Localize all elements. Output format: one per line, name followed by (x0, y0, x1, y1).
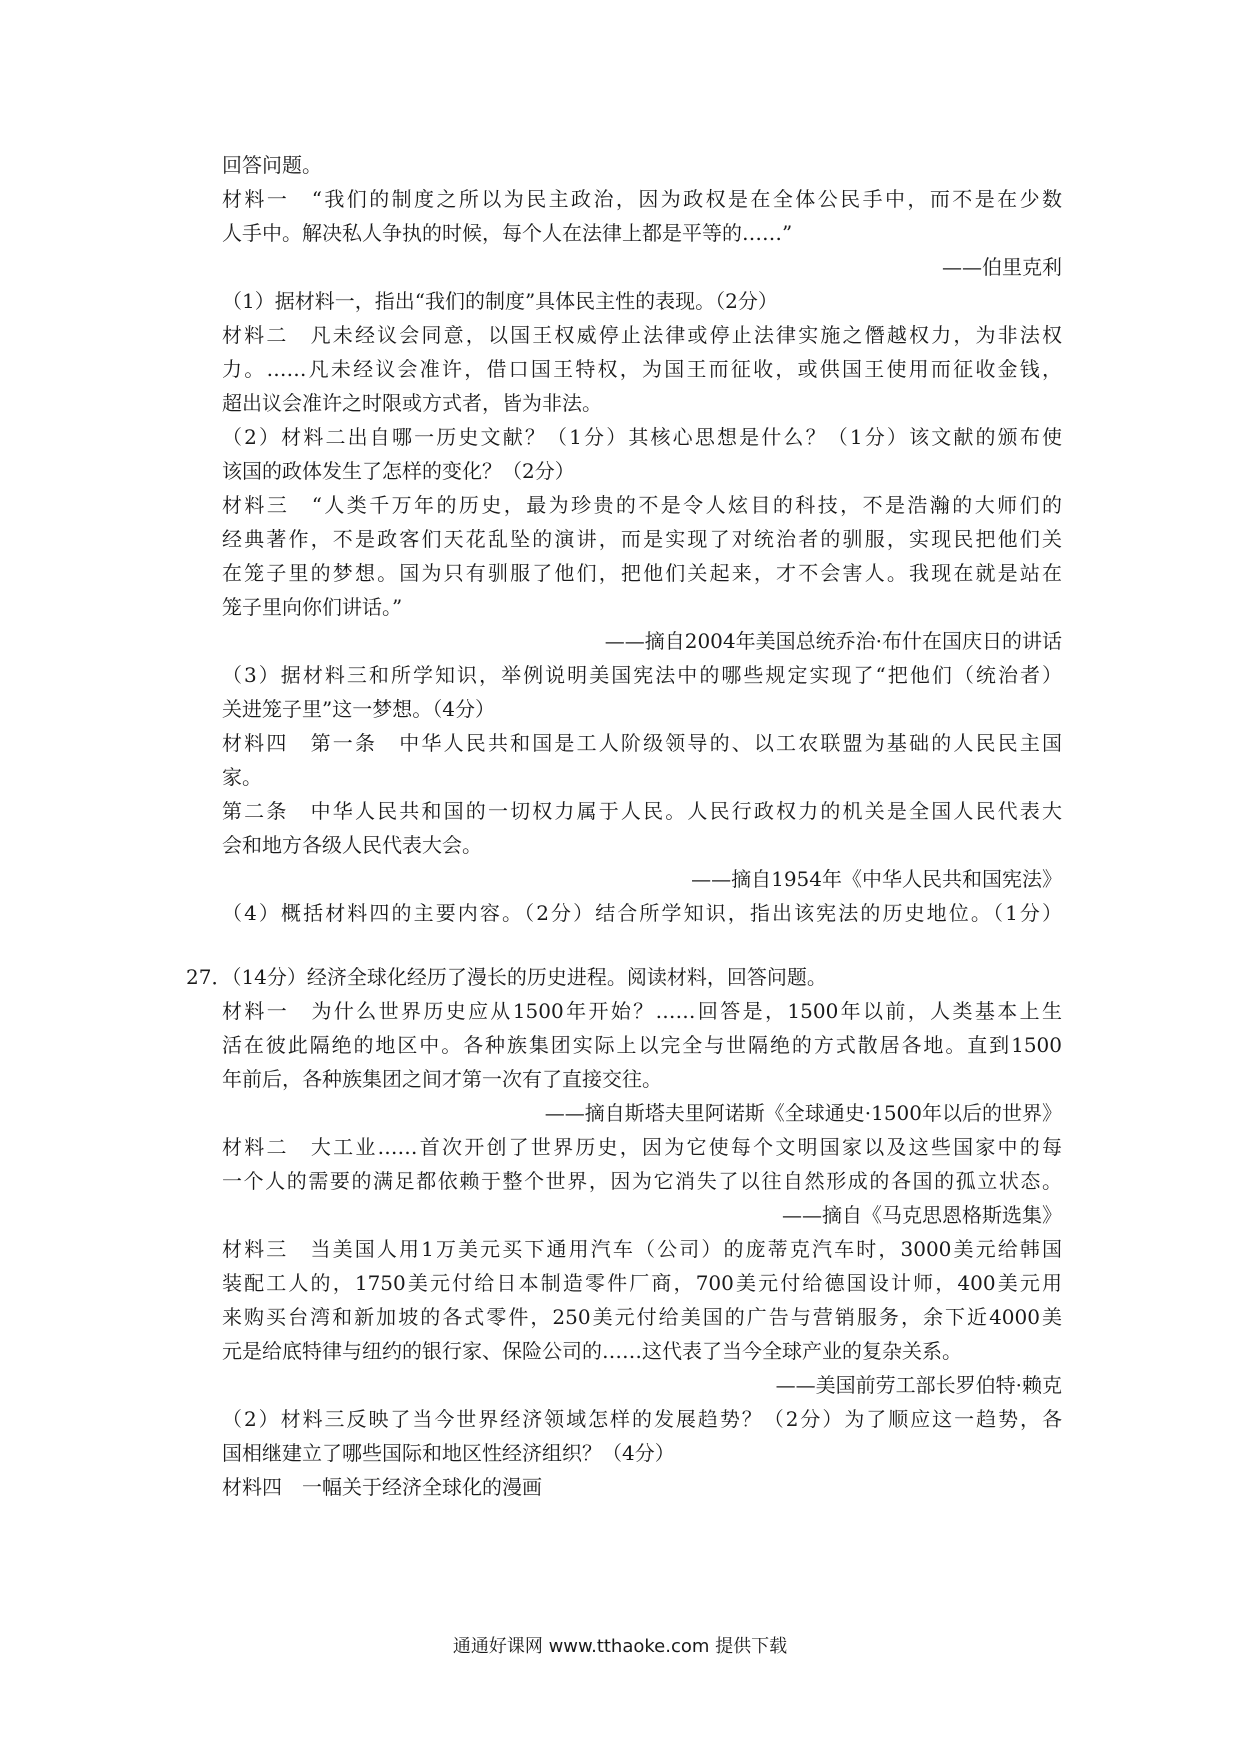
q27-material-1-line: 材料一 为什么世界历史应从1500年开始？……回答是，1500年以前，人类基本上生 (222, 999, 1062, 1023)
question-1: （1）据材料一，指出“我们的制度”具体民主性的表现。（2分） (222, 289, 778, 313)
page-footer: 通通好课网 www.tthaoke.com 提供下载 (452, 1636, 788, 1657)
material-4-source: ——摘自1954年《中华人民共和国宪法》 (691, 867, 1062, 891)
material-4-line: 家。 (222, 765, 262, 789)
material-1-line: 材料一 “我们的制度之所以为民主政治，因为政权是在全体公民手中，而不是在少数 (222, 187, 1062, 211)
material-4-line: 会和地方各级人民代表大会。 (222, 833, 482, 857)
question-2-line: （2）材料二出自哪一历史文献？（1分）其核心思想是什么？（1分）该文献的颁布使 (222, 425, 1062, 449)
material-2-line: 材料二 凡未经议会同意，以国王权威停止法律或停止法律实施之僭越权力，为非法权 (222, 323, 1062, 347)
material-2-line: 超出议会准许之时限或方式者，皆为非法。 (222, 391, 602, 415)
q27-material-3-line: 装配工人的，1750美元付给日本制造零件厂商，700美元付给德国设计师，400美元用 (222, 1271, 1062, 1295)
q27-material-2-line: 材料二 大工业……首次开创了世界历史，因为它使每个文明国家以及这些国家中的每 (222, 1135, 1062, 1159)
material-3-source: ——摘自2004年美国总统乔治·布什在国庆日的讲话 (604, 629, 1062, 653)
q27-material-3-line: 元是给底特律与纽约的银行家、保险公司的……这代表了当今全球产业的复杂关系。 (222, 1339, 962, 1363)
question-27-heading: 27．（14分）经济全球化经历了漫长的历史进程。阅读材料，回答问题。 (186, 965, 827, 989)
q27-material-1-line: 活在彼此隔绝的地区中。各种族集团实际上以完全与世隔绝的方式散居各地。直到1500 (222, 1033, 1062, 1057)
material-3-line: 笼子里向你们讲话。” (222, 595, 403, 619)
material-3-line: 材料三 “人类千万年的历史，最为珍贵的不是令人炫目的科技，不是浩瀚的大师们的 (222, 493, 1062, 517)
q27-material-2-line: 一个人的需要的满足都依赖于整个世界，因为它消失了以往自然形成的各国的孤立状态。 (222, 1169, 1062, 1193)
question-3-line: 关进笼子里”这一梦想。（4分） (222, 697, 495, 721)
section-gap (222, 930, 1062, 960)
material-1-source: ——伯里克利 (942, 255, 1062, 279)
question-3-line: （3）据材料三和所学知识，举例说明美国宪法中的哪些规定实现了“把他们（统治者） (222, 663, 1062, 687)
q27-question-2-line: 国相继建立了哪些国际和地区性经济组织？（4分） (222, 1441, 675, 1465)
material-4-line: 第二条 中华人民共和国的一切权力属于人民。人民行政权力的机关是全国人民代表大 (222, 799, 1062, 823)
question-2-line: 该国的政体发生了怎样的变化？（2分） (222, 459, 575, 483)
q27-material-2-source: ——摘自《马克思恩格斯选集》 (782, 1203, 1062, 1227)
intro-text: 回答问题。 (222, 153, 322, 177)
q27-material-3-source: ——美国前劳工部长罗伯特·赖克 (775, 1373, 1062, 1397)
q27-material-1-line: 年前后，各种族集团之间才第一次有了直接交往。 (222, 1067, 662, 1091)
material-3-line: 经典著作，不是政客们天花乱坠的演讲，而是实现了对统治者的驯服，实现民把他们关 (222, 527, 1062, 551)
document-body (186, 148, 1062, 1504)
material-1-line: 人手中。解决私人争执的时候，每个人在法律上都是平等的……” (222, 221, 793, 245)
q27-material-1-source: ——摘自斯塔夫里阿诺斯《全球通史·1500年以后的世界》 (544, 1101, 1062, 1125)
question-4: （4）概括材料四的主要内容。（2分）结合所学知识，指出该宪法的历史地位。（1分） (222, 901, 1062, 925)
q27-material-4: 材料四 一幅关于经济全球化的漫画 (222, 1475, 542, 1499)
material-4-line: 材料四 第一条 中华人民共和国是工人阶级领导的、以工农联盟为基础的人民民主国 (222, 731, 1062, 755)
q27-material-3-line: 材料三 当美国人用1万美元买下通用汽车（公司）的庞蒂克汽车时，3000美元给韩国 (222, 1237, 1062, 1261)
q27-material-3-line: 来购买台湾和新加坡的各式零件，250美元付给美国的广告与营销服务，余下近4000美 (222, 1305, 1062, 1329)
material-2-line: 力。……凡未经议会准许，借口国王特权，为国王而征收，或供国王使用而征收金钱， (222, 357, 1062, 381)
material-3-line: 在笼子里的梦想。国为只有驯服了他们，把他们关起来，才不会害人。我现在就是站在 (222, 561, 1062, 585)
q27-question-2-line: （2）材料三反映了当今世界经济领域怎样的发展趋势？（2分）为了顺应这一趋势，各 (222, 1407, 1062, 1431)
